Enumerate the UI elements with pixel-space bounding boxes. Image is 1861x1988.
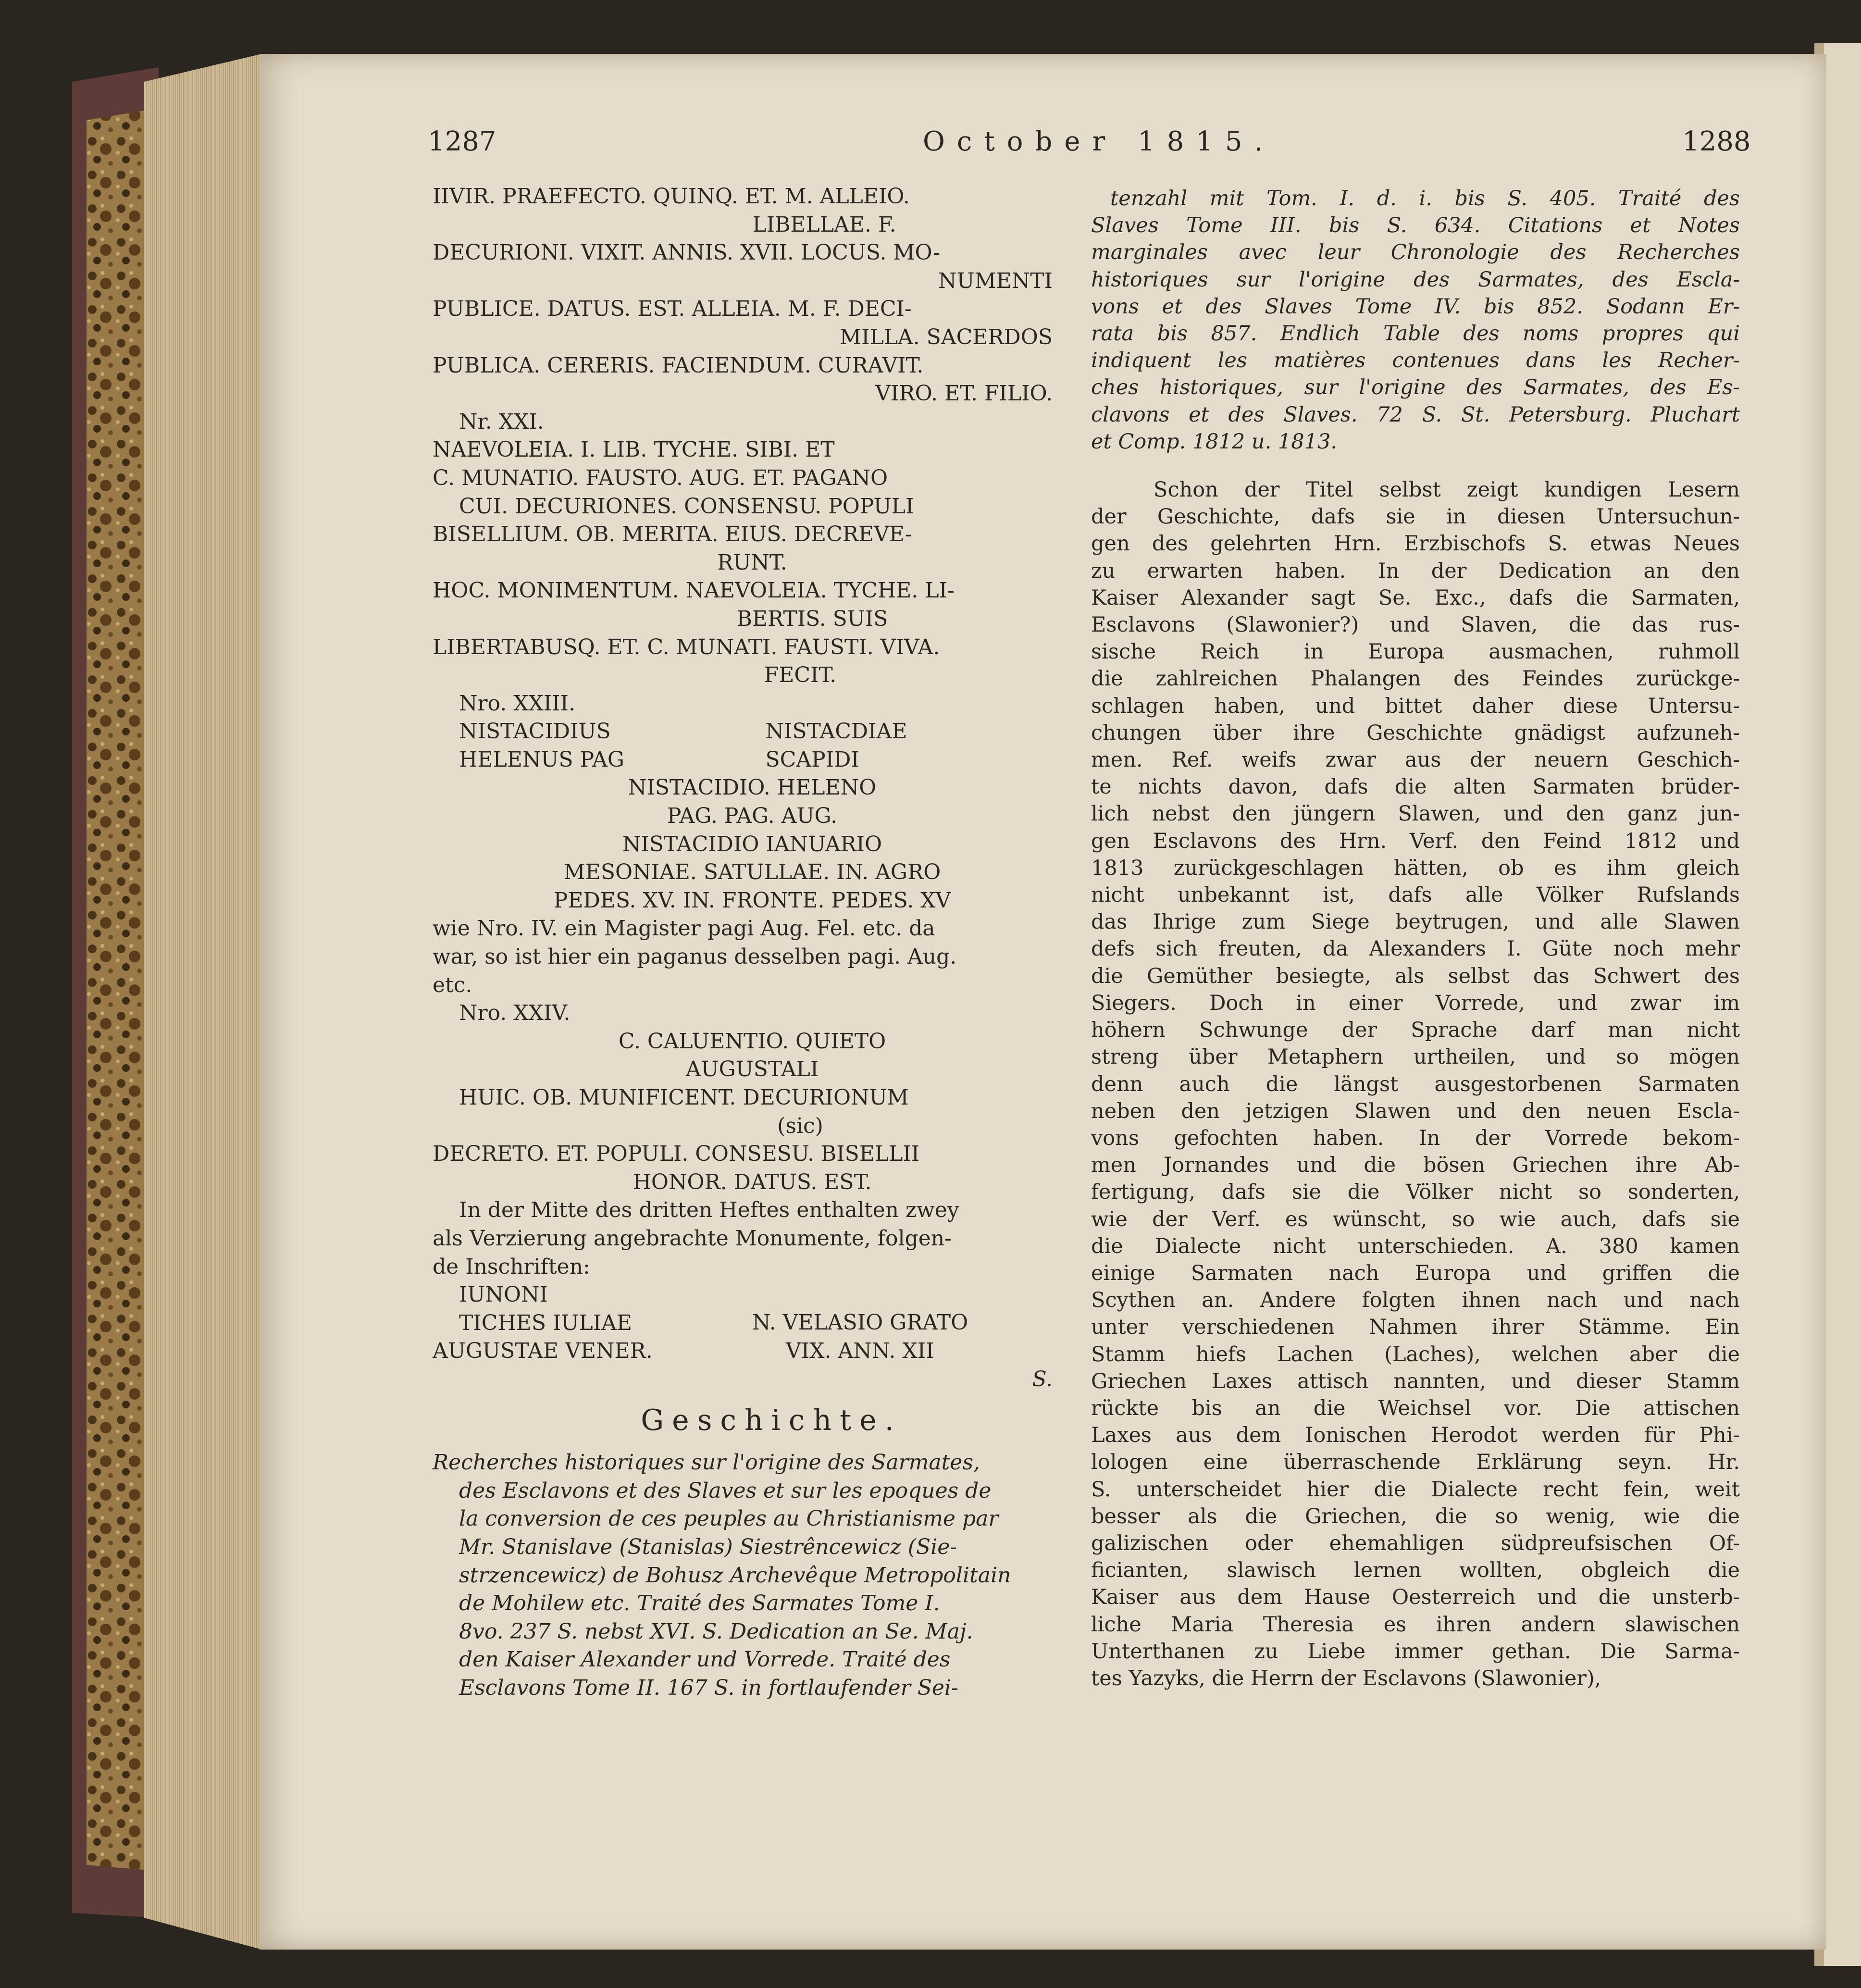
inscription-line: HONOR. DATUS. EST.: [633, 1169, 872, 1194]
inscription-line: MESONIAE. SATULLAE. IN. AGRO: [563, 860, 941, 885]
text-line: te nichts davon, dafs die alten Sarmaten brüder-: [1091, 775, 1740, 799]
inscription-line: PEDES. XV. IN. FRONTE. PEDES. XV: [553, 888, 951, 913]
text-line: Siegers. Doch in einer Vorrede, und zwar im: [1091, 991, 1740, 1015]
inscription-line: NAEVOLEIA. I. LIB. TYCHE. SIBI. ET: [433, 437, 835, 462]
text-line: Kaiser aus dem Hause Oesterreich und die unsterb-: [1091, 1585, 1740, 1610]
text-line: das Ihrige zum Siege beytrugen, und alle Slawen: [1091, 910, 1740, 934]
inscription-line: AUGUSTALI: [685, 1057, 819, 1082]
inscription-line: MILLA. SACERDOS: [840, 324, 1053, 349]
page-number-right: 1288: [1682, 126, 1751, 157]
commentary-line: de Inschriften:: [433, 1254, 590, 1279]
text-line: Slaves Tome III. bis S. 634. Citations et Notes: [1091, 213, 1740, 238]
review-title-line: la conversion de ces peuples au Christianisme par: [459, 1506, 999, 1531]
text-line: sische Reich in Europa ausmachen, ruhmoll: [1091, 640, 1740, 664]
text-line: neben den jetzigen Slawen und den neuen Escla-: [1091, 1099, 1740, 1123]
running-head: October 1815.: [923, 126, 1275, 157]
inscription-line: LIBELLAE. F.: [752, 212, 896, 237]
inscription-line: PAG. PAG. AUG.: [667, 804, 838, 829]
text-line: Esclavons (Slawonier?) und Slaven, die das rus-: [1091, 613, 1740, 637]
text-line: besser als die Griechen, die so wenig, wie die: [1091, 1504, 1740, 1528]
inscription-line: VIRO. ET. FILIO.: [875, 381, 1053, 406]
text-line: Kaiser Alexander sagt Se. Exc., dafs die Sarmaten,: [1091, 585, 1740, 610]
text-line: liche Maria Theresia es ihren andern slawischen: [1091, 1612, 1740, 1637]
review-body: [1091, 476, 1740, 1692]
text-line: S. unterscheidet hier die Dialecte recht fein, weit: [1091, 1477, 1740, 1502]
inscription-number: Nro. XXIII.: [459, 691, 575, 716]
inscription-line: PUBLICA. CERERIS. FACIENDUM. CURAVIT.: [433, 353, 924, 378]
inscription-line: NISTACIDIO. HELENO: [628, 775, 877, 800]
text-line: streng über Metaphern urtheilen, und so mögen: [1091, 1045, 1740, 1069]
next-page-sliver: [1822, 43, 1861, 1966]
text-line: gen Esclavons des Hrn. Verf. den Feind 1812 und: [1091, 829, 1740, 853]
inscription-line: AUGUSTAE VENER.: [433, 1339, 653, 1364]
commentary-line: als Verzierung angebrachte Monumente, folgen-: [433, 1226, 952, 1251]
review-title-line: strzencewicz) de Bohusz Archevêque Metropolitain: [459, 1563, 1011, 1588]
inscription-right: NISTACDIAE: [765, 719, 907, 744]
inscription-line: RUNT.: [717, 550, 787, 575]
reviewer-signature: S.: [1032, 1367, 1053, 1392]
inscription-line: NISTACIDIO IANUARIO: [622, 832, 882, 857]
inscription-number: Nro. XXIV.: [459, 1001, 571, 1026]
inscription-line: DECRETO. ET. POPULI. CONSESU. BISELLII: [433, 1142, 920, 1167]
text-line: galizischen oder ehemahligen südpreufsischen Of-: [1091, 1531, 1740, 1555]
inscription-line: BERTIS. SUIS: [736, 606, 888, 631]
text-line: Griechen Laxes attisch nannten, und dieser Stamm: [1091, 1369, 1740, 1393]
text-line: die Gemüther besiegte, als selbst das Schwert des: [1091, 964, 1740, 988]
text-line: unter verschiedenen Nahmen ihrer Stämme. Ein: [1091, 1315, 1740, 1340]
text-line: höhern Schwunge der Sprache darf man nicht: [1091, 1018, 1740, 1043]
section-title: Geschichte.: [641, 1403, 902, 1437]
review-title-line: Mr. Stanislave (Stanislas) Siestrêncewicz (Sie-: [459, 1534, 957, 1559]
text-line: Unterthanen zu Liebe immer gethan. Die Sarma-: [1091, 1639, 1740, 1664]
text-line: zu erwarten haben. In der Dedication an den: [1091, 559, 1740, 583]
review-title-line: den Kaiser Alexander und Vorrede. Traité des: [459, 1647, 951, 1672]
text-line: men Jornandes und die bösen Griechen ihre Ab-: [1091, 1153, 1740, 1178]
text-line: rückte bis an die Weichsel vor. Die attischen: [1091, 1396, 1740, 1420]
left-column: [433, 183, 1072, 1702]
inscription-pair-row: [433, 746, 1072, 774]
inscription-line: C. CALUENTIO. QUIETO: [618, 1029, 886, 1054]
text-line: Scythen an. Andere folgten ihnen nach und nach: [1091, 1288, 1740, 1313]
inscription-line: VIX. ANN. XII: [786, 1338, 934, 1363]
text-line: indiquent les matières contenues dans les Recher-: [1091, 348, 1740, 373]
inscription-left: NISTACIDIUS: [459, 719, 611, 744]
inscription-line: NUMENTI: [938, 268, 1053, 293]
inscription-line: IUNONI: [459, 1282, 548, 1307]
page-block-edges: [144, 54, 262, 1950]
text-line: lologen eine überraschende Erklärung seyn. Hr.: [1091, 1450, 1740, 1475]
page-number-left: 1287: [428, 126, 496, 157]
inscription-line: (sic): [777, 1113, 823, 1138]
inscription-right: SCAPIDI: [765, 747, 859, 772]
commentary-line: In der Mitte des dritten Heftes enthalten zwey: [459, 1198, 959, 1223]
inscription-line: N. VELASIO GRATO: [752, 1310, 968, 1335]
text-line: fertigung, dafs sie die Völker nicht so sonderten,: [1091, 1180, 1740, 1205]
text-line: die zahlreichen Phalangen des Feindes zurückge-: [1091, 667, 1740, 691]
review-title-continuation: [1091, 185, 1740, 455]
inscription-line: TICHES IULIAE: [459, 1310, 632, 1335]
text-line: marginales avec leur Chronologie des Recherches: [1091, 240, 1740, 265]
final-inscriptions: [433, 1281, 1072, 1366]
inscription-line: CUI. DECURIONES. CONSENSU. POPULI: [459, 494, 914, 519]
inscription-pair-row: [433, 718, 1072, 746]
inscription-line: DECURIONI. VIXIT. ANNIS. XVII. LOCUS. MO-: [433, 240, 941, 265]
right-column: [1091, 185, 1740, 1692]
text-line: ficianten, slawisch lernen wollten, obgleich die: [1091, 1558, 1740, 1583]
text-line: denn auch die längst ausgestorbenen Sarmaten: [1091, 1072, 1740, 1096]
review-title-line: Esclavons Tome II. 167 S. in fortlaufender Sei-: [459, 1675, 958, 1700]
marbled-cover-board: [87, 111, 144, 1870]
text-line: men. Ref. weifs zwar aus der neuern Geschich-: [1091, 748, 1740, 772]
text-line: vons gefochten haben. In der Vorrede bekom-: [1091, 1126, 1740, 1150]
inscription-line: C. MUNATIO. FAUSTO. AUG. ET. PAGANO: [433, 465, 888, 490]
text-line: tenzahl mit Tom. I. d. i. bis S. 405. Traité des: [1110, 186, 1740, 211]
text-line: Laxes aus dem Ionischen Herodot werden für Phi-: [1091, 1423, 1740, 1448]
inscription-left: HELENUS PAG: [459, 747, 625, 772]
text-line: wie der Verf. es wünscht, so wie auch, dafs sie: [1091, 1207, 1740, 1231]
text-line: Schon der Titel selbst zeigt kundigen Lesern: [1154, 478, 1740, 502]
text-line: 1813 zurückgeschlagen hätten, ob es ihm gleich: [1091, 856, 1740, 880]
review-title-line: de Mohilew etc. Traité des Sarmates Tome I.: [459, 1591, 940, 1616]
text-line: et Comp. 1812 u. 1813.: [1091, 429, 1338, 454]
commentary-line: war, so ist hier ein paganus desselben pagi. Aug.: [433, 944, 957, 969]
text-line: rata bis 857. Endlich Table des noms propres qui: [1091, 322, 1740, 346]
inscription-line: HUIC. OB. MUNIFICENT. DECURIONUM: [459, 1085, 909, 1110]
review-title-line: Recherches historiques sur l'origine des Sarmates,: [433, 1450, 980, 1475]
inscription-number: Nr. XXI.: [459, 409, 544, 434]
commentary-line: etc.: [433, 972, 472, 997]
inscription-line: LIBERTABUSQ. ET. C. MUNATI. FAUSTI. VIVA.: [433, 634, 940, 659]
text-line: schlagen haben, und bittet daher diese Untersu-: [1091, 694, 1740, 718]
text-line: Stamm hiefs Lachen (Laches), welchen aber die: [1091, 1342, 1740, 1367]
review-title-line: des Esclavons et des Slaves et sur les epoques de: [459, 1478, 992, 1503]
text-line: tes Yazyks, die Herrn der Esclavons (Slawonier),: [1091, 1666, 1601, 1690]
text-line: der Geschichte, dafs sie in diesen Untersuchun-: [1091, 505, 1740, 529]
text-line: nicht unbekannt ist, dafs alle Völker Rufslands: [1091, 883, 1740, 907]
inscription-line: IIVIR. PRAEFECTO. QUINQ. ET. M. ALLEIO.: [433, 184, 910, 209]
inscription-line: HOC. MONIMENTUM. NAEVOLEIA. TYCHE. LI-: [433, 578, 955, 603]
text-line: defs sich freuten, da Alexanders I. Güte noch mehr: [1091, 937, 1740, 961]
text-line: historiques sur l'origine des Sarmates, des Escla-: [1091, 267, 1740, 292]
text-line: chungen über ihre Geschichte gnädigst aufzuneh-: [1091, 721, 1740, 745]
text-line: clavons et des Slaves. 72 S. St. Petersburg. Pluchart: [1091, 402, 1740, 427]
text-line: einige Sarmaten nach Europa und griffen die: [1091, 1261, 1740, 1285]
text-line: ches historiques, sur l'origine des Sarmates, des Es-: [1091, 375, 1740, 400]
inscription-line: FECIT.: [764, 663, 837, 688]
text-line: gen des gelehrten Hrn. Erzbischofs S. etwas Neues: [1091, 532, 1740, 556]
commentary-line: wie Nro. IV. ein Magister pagi Aug. Fel. etc. da: [433, 916, 935, 941]
text-line: vons et des Slaves Tome IV. bis 852. Sodann Er-: [1091, 294, 1740, 319]
text-line: die Dialecte nicht unterschieden. A. 380 kamen: [1091, 1234, 1740, 1258]
review-title-line: 8vo. 237 S. nebst XVI. S. Dedication an Se. Maj.: [459, 1619, 973, 1644]
inscription-line: PUBLICE. DATUS. EST. ALLEIA. M. F. DECI-: [433, 297, 912, 322]
inscription-line: BISELLIUM. OB. MERITA. EIUS. DECREVE-: [433, 522, 912, 547]
text-line: lich nebst den jüngern Slawen, und den ganz jun-: [1091, 802, 1740, 826]
